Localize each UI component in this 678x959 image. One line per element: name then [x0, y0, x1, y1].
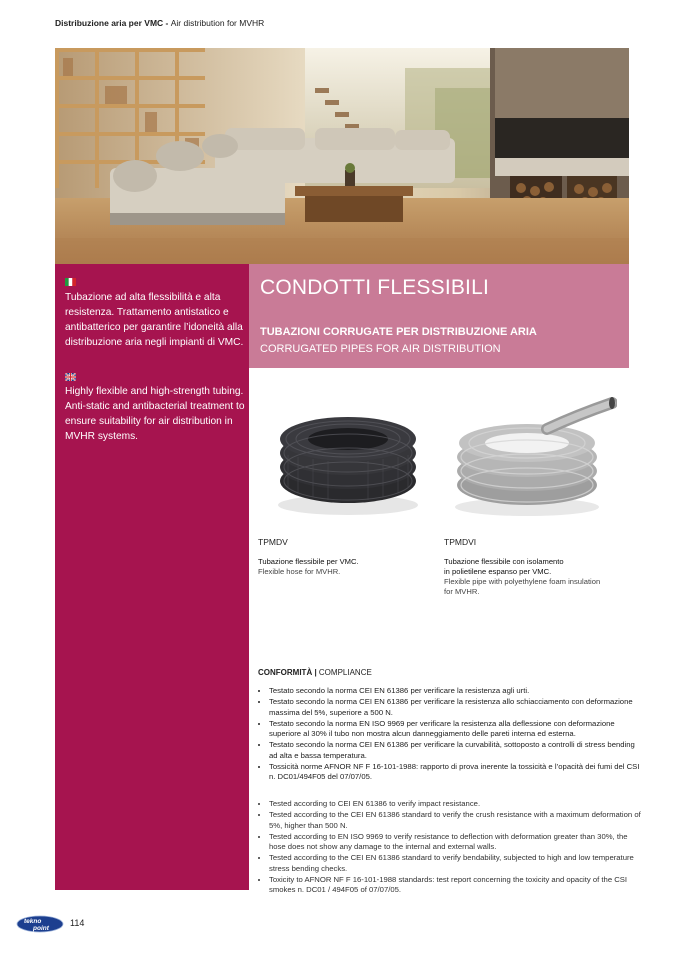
product-desc-en-line2: for MVHR.: [444, 587, 480, 596]
list-item: • Tested according to the CEI EN 61386 standard to verify the crush resistance with a maximum deformation of 5%, higher than 500 N.: [269, 810, 641, 831]
product-code-tpmdv: TPMDV: [258, 537, 288, 547]
logo-text-bottom: point: [33, 925, 49, 932]
list-item: • Tested according to the CEI EN 61386 standard to verify bendability, subjected to high and low temperature stress bending checks.: [269, 853, 641, 874]
intro-text-en: Highly flexible and high-strength tubing. Anti-static and antibacterial treatment to ensure suitability for air distribution in MVHR systems.: [65, 386, 245, 442]
header-section-en: Air distribution for MVHR: [170, 18, 265, 28]
title-box: [249, 264, 629, 368]
hero-living-room-image: [55, 48, 629, 264]
compliance-heading-it: CONFORMITÀ: [258, 668, 313, 677]
list-item: • Testato secondo la norma CEI EN 61386 per verificare la curvabilità, sottoposto a controlli di stress bending ad alta e bassa temperatura.: [269, 740, 641, 761]
product-desc-en-line1: Flexible pipe with polyethylene foam insulation: [444, 577, 601, 586]
product-desc-it: Tubazione flessibile per VMC.: [258, 557, 359, 566]
product-desc-tpmdvi: [444, 557, 624, 597]
product-code-tpmdvi: TPMDVI: [444, 537, 477, 547]
subtitle-it: TUBAZIONI CORRUGATE PER DISTRIBUZIONE ARIA: [260, 326, 537, 338]
compliance-list-en: [258, 799, 641, 897]
italian-flag-icon: [65, 278, 76, 286]
compliance-heading: [258, 668, 372, 677]
list-item: • Tossicità norme AFNOR NF F 16-101-1988: rapporto di prova inerente la tossicità e l’opacità dei fumi del CSI n. DC01/494F05 del 07/07/05.: [269, 762, 641, 783]
header-section-it: Distribuzione aria per VMC: [55, 18, 164, 28]
intro-panel: [55, 264, 249, 890]
product-desc-it-line2: in polietilene espanso per VMC.: [444, 567, 552, 576]
teknopoint-logo: [16, 913, 64, 935]
page-header: [55, 18, 264, 28]
uk-flag-icon: [65, 373, 76, 381]
list-item: • Testato secondo la norma EN ISO 9969 per verificare la resistenza alla deflessione con deformazione superiore al 30% il tubo non mostra alcun danneggiamento delle pareti interna ed esterna.: [269, 719, 641, 740]
logo-text-top: tekno: [24, 918, 42, 925]
product-desc-tpmdv: [258, 557, 438, 577]
intro-text-it: Tubazione ad alta flessibilità e alta resistenza. Trattamento antistatico e antibatterico per garantire l’idoneità alla distribuzione aria negli impianti di VMC.: [65, 292, 244, 348]
compliance-list-it: [258, 686, 641, 784]
list-item: • Testato secondo la norma CEI EN 61386 per verificare la resistenza agli urti.: [269, 686, 641, 696]
compliance-heading-en: COMPLIANCE: [318, 668, 372, 677]
page-title: CONDOTTI FLESSIBILI: [260, 276, 490, 299]
product-image-tpmdvi: [452, 395, 617, 525]
product-desc-en: Flexible hose for MVHR.: [258, 567, 341, 576]
list-item: • Tested according to EN ISO 9969 to verify resistance to deflection with deformation greater than 30%, the hose does not show any damage to the internal and external walls.: [269, 832, 641, 853]
page-number: 114: [70, 918, 85, 928]
list-item: • Tested according to CEI EN 61386 to verify impact resistance.: [269, 799, 641, 809]
compliance-heading-sep: |: [312, 668, 319, 677]
list-item: • Testato secondo la norma CEI EN 61386 per verificare la resistenza allo schiacciamento con deformazione massima del 5%, superiore a 500 N.: [269, 697, 641, 718]
product-image-tpmdv: [268, 395, 433, 525]
list-item: • Toxicity to AFNOR NF F 16-101-1988 standards: test report concerning the toxicity and opacity of the CSI smokes n. DC01 / 494F05 of 07/07/05.: [269, 875, 641, 896]
header-separator: -: [163, 18, 171, 28]
product-desc-it-line1: Tubazione flessibile con isolamento: [444, 557, 564, 566]
subtitle-en: CORRUGATED PIPES FOR AIR DISTRIBUTION: [260, 343, 501, 355]
